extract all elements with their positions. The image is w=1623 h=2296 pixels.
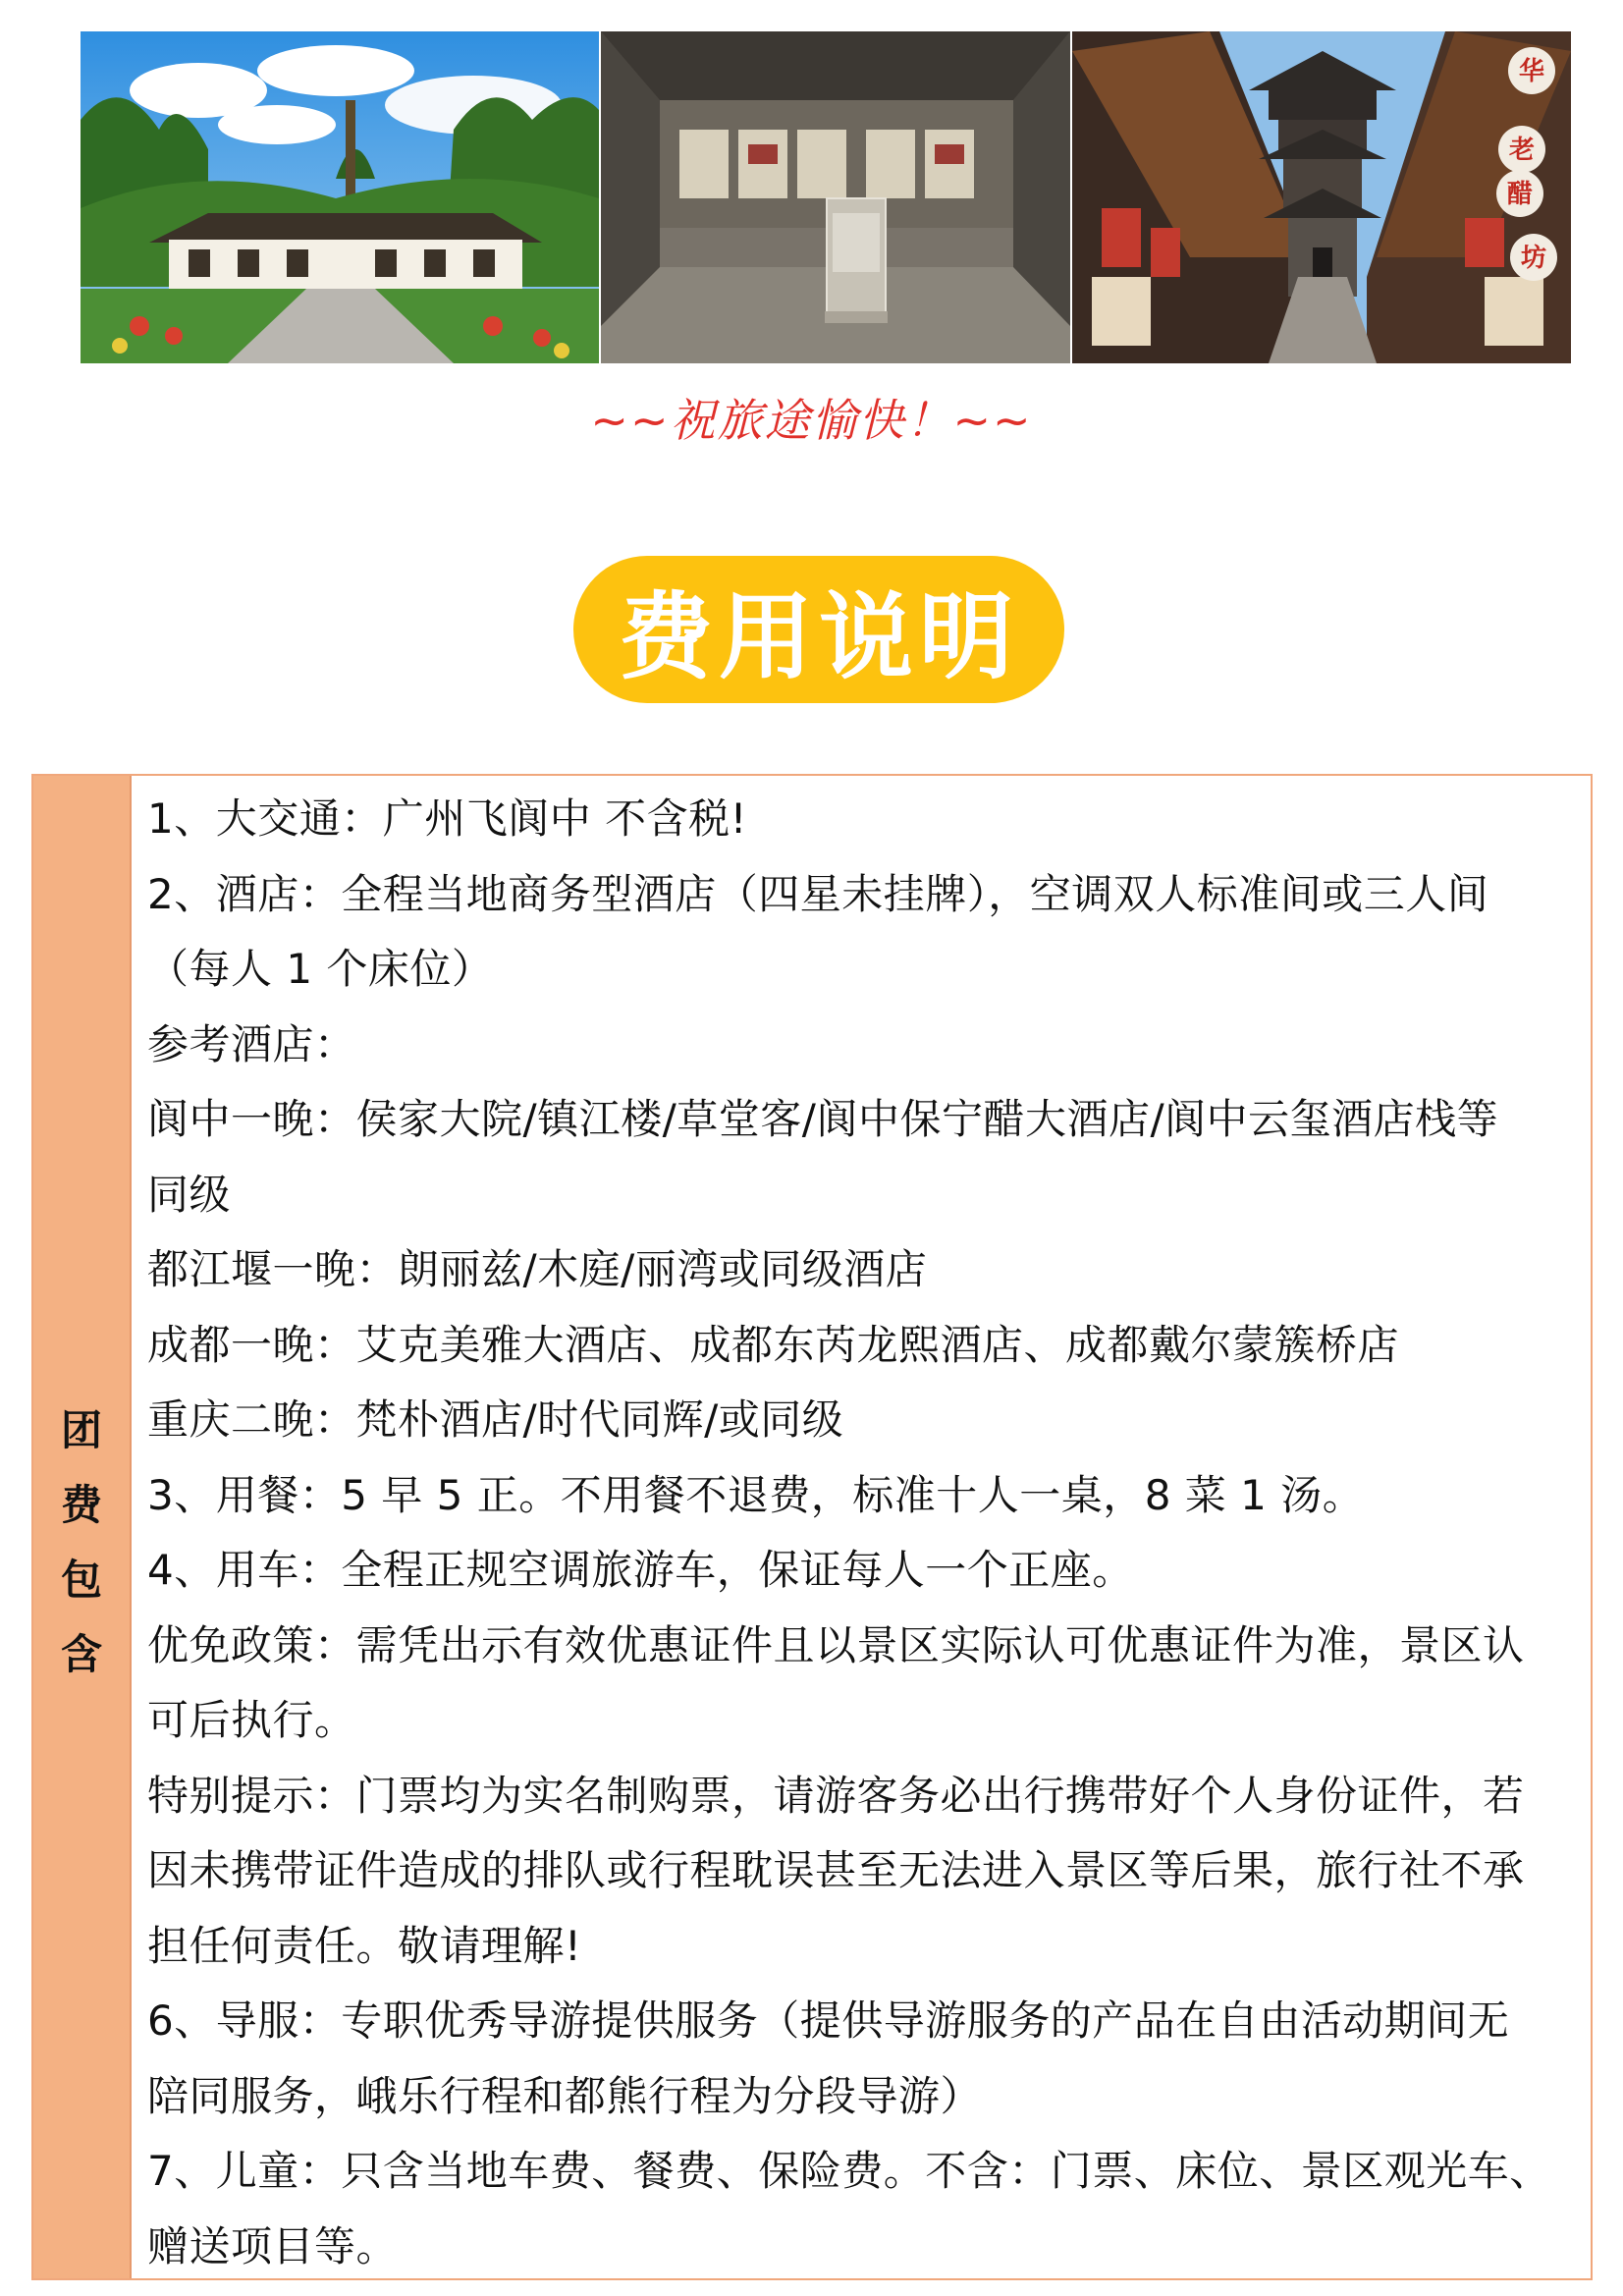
photo-ancient-street-tower bbox=[1072, 31, 1571, 363]
sign-hua: 华 bbox=[1518, 57, 1545, 86]
fee-label-column bbox=[33, 776, 132, 2278]
fee-line: 1、大交通：广州飞阆中 不含税! bbox=[147, 794, 747, 843]
fee-line: 可后执行。 bbox=[147, 1696, 356, 1744]
fee-line: 陪同服务，峨乐行程和都熊行程为分段导游） bbox=[147, 2071, 983, 2120]
fee-line: 3、用餐：5 早 5 正。不用餐不退费，标准十人一桌，8 菜 1 汤。 bbox=[147, 1470, 1365, 1519]
fee-line: 7、儿童：只含当地车费、餐费、保险费。不含：门票、床位、景区观光车、 bbox=[147, 2147, 1551, 2195]
fee-line: 6、导服：专职优秀导游提供服务（提供导游服务的产品在自由活动期间无 bbox=[147, 1996, 1510, 2045]
fee-line: 4、用车：全程正规空调旅游车，保证每人一个正座。 bbox=[147, 1546, 1134, 1594]
fee-included-table bbox=[31, 774, 1593, 2280]
fee-line: 成都一晚：艾克美雅大酒店、成都东芮龙熙酒店、成都戴尔蒙簇桥店 bbox=[147, 1320, 1400, 1369]
sign-fang: 坊 bbox=[1520, 244, 1547, 273]
fee-line: 赠送项目等。 bbox=[147, 2221, 399, 2270]
photo-house-in-forest bbox=[81, 31, 599, 363]
fee-line: 参考酒店： bbox=[147, 1019, 356, 1068]
fee-line: 优免政策：需凭出示有效优惠证件且以景区实际认可优惠证件为准，景区认 bbox=[147, 1620, 1525, 1669]
sign-cu: 醋 bbox=[1506, 180, 1534, 209]
photo-ancient-street-tower-image bbox=[1072, 31, 1571, 363]
fee-line: 2、酒店：全程当地商务型酒店（四星未挂牌），空调双人标准间或三人间 bbox=[147, 869, 1489, 918]
fee-line: 担任何责任。敬请理解! bbox=[147, 1921, 582, 1970]
section-title: 费用说明 bbox=[619, 581, 1019, 692]
fee-line: （每人 1 个床位） bbox=[147, 945, 494, 993]
section-title-pill bbox=[573, 556, 1064, 703]
fee-line: 同级 bbox=[147, 1170, 232, 1219]
photo-museum-hall-image bbox=[601, 31, 1070, 363]
greeting-text: ~~祝旅途愉快！~~ bbox=[590, 394, 1033, 447]
fee-line: 重庆二晚：梵朴酒店/时代同辉/或同级 bbox=[147, 1395, 844, 1444]
fee-included-content bbox=[132, 776, 1591, 2278]
fee-line: 阆中一晚：侯家大院/镇江楼/草堂客/阆中保宁醋大酒店/阆中云玺酒店栈等 bbox=[147, 1095, 1499, 1143]
fee-line: 特别提示：门票均为实名制购票，请游客务必出行携带好个人身份证件，若 bbox=[147, 1771, 1525, 1820]
sign-lao: 老 bbox=[1508, 136, 1536, 165]
fee-line: 因未携带证件造成的排队或行程耽误甚至无法进入景区等后果，旅行社不承 bbox=[147, 1846, 1525, 1894]
photo-house-in-forest-image bbox=[81, 31, 599, 363]
fee-included-label: 团费包含 bbox=[60, 1406, 102, 1678]
fee-line: 都江堰一晚：朗丽兹/木庭/丽湾或同级酒店 bbox=[147, 1245, 928, 1293]
photo-museum-hall bbox=[601, 31, 1070, 363]
